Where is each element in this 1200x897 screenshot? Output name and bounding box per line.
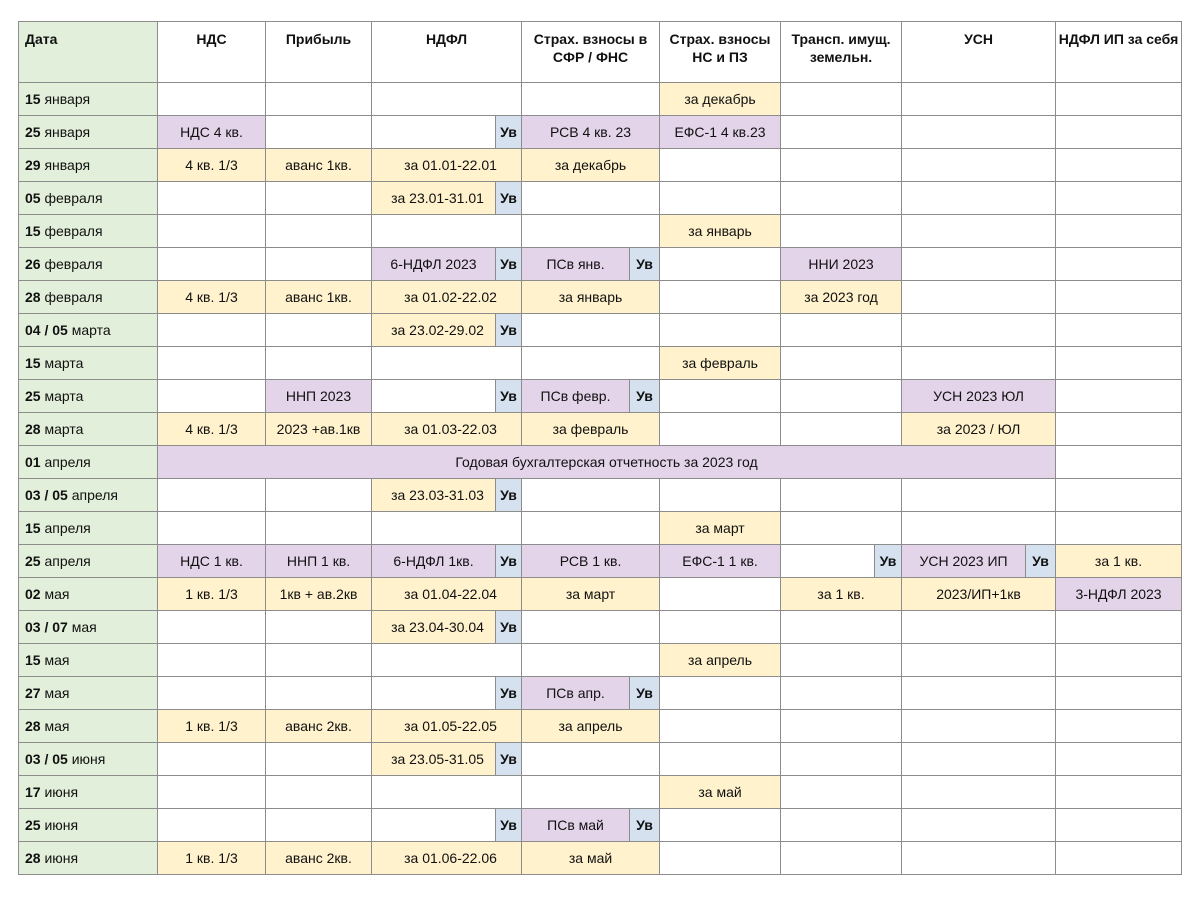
deadline-cell: за 01.05-22.05	[372, 710, 522, 743]
empty-cell	[1056, 281, 1182, 314]
deadline-cell: за 01.02-22.02	[372, 281, 522, 314]
empty-cell	[781, 347, 902, 380]
notice-badge: Ув	[496, 380, 522, 413]
date-cell: 25 июня	[19, 809, 158, 842]
empty-cell	[522, 314, 660, 347]
header-ns: Страх. взносы НС и ПЗ	[660, 22, 781, 83]
empty-cell	[522, 644, 660, 677]
deadline-cell: РСВ 1 кв.	[522, 545, 660, 578]
table-row	[19, 215, 1182, 248]
empty-cell	[902, 215, 1056, 248]
empty-cell	[1056, 248, 1182, 281]
deadline-cell: за декабрь	[522, 149, 660, 182]
empty-cell	[522, 743, 660, 776]
deadline-cell: за 23.04-30.04	[372, 611, 496, 644]
deadline-cell: РСВ 4 кв. 23	[522, 116, 660, 149]
empty-cell	[660, 677, 781, 710]
empty-cell	[1056, 116, 1182, 149]
empty-cell	[266, 314, 372, 347]
deadline-cell: 6-НДФЛ 1кв.	[372, 545, 496, 578]
notice-badge: Ув	[1026, 545, 1056, 578]
empty-cell	[158, 182, 266, 215]
empty-cell	[781, 710, 902, 743]
empty-cell	[902, 743, 1056, 776]
deadline-cell: за 1 кв.	[1056, 545, 1182, 578]
empty-cell	[1056, 809, 1182, 842]
empty-cell	[266, 347, 372, 380]
empty-cell	[781, 809, 902, 842]
empty-cell	[1056, 710, 1182, 743]
table-row	[19, 776, 1182, 809]
date-cell: 15 мая	[19, 644, 158, 677]
table-row	[19, 578, 1182, 611]
deadline-cell: 4 кв. 1/3	[158, 413, 266, 446]
notice-badge: Ув	[875, 545, 902, 578]
empty-cell	[1056, 677, 1182, 710]
empty-cell	[372, 809, 496, 842]
date-cell: 25 января	[19, 116, 158, 149]
empty-cell	[660, 314, 781, 347]
empty-cell	[372, 644, 522, 677]
empty-cell	[522, 776, 660, 809]
empty-cell	[1056, 182, 1182, 215]
empty-cell	[660, 182, 781, 215]
empty-cell	[522, 611, 660, 644]
empty-cell	[902, 182, 1056, 215]
table-row	[19, 281, 1182, 314]
empty-cell	[781, 83, 902, 116]
empty-cell	[1056, 149, 1182, 182]
empty-cell	[266, 743, 372, 776]
empty-cell	[158, 347, 266, 380]
deadline-cell: за 2023 / ЮЛ	[902, 413, 1056, 446]
date-cell: 03 / 05 апреля	[19, 479, 158, 512]
empty-cell	[660, 479, 781, 512]
table-row	[19, 677, 1182, 710]
empty-cell	[266, 116, 372, 149]
empty-cell	[902, 347, 1056, 380]
empty-cell	[781, 644, 902, 677]
empty-cell	[522, 512, 660, 545]
header-usn: УСН	[902, 22, 1056, 83]
empty-cell	[902, 611, 1056, 644]
empty-cell	[158, 215, 266, 248]
empty-cell	[158, 479, 266, 512]
date-cell: 02 мая	[19, 578, 158, 611]
empty-cell	[372, 83, 522, 116]
empty-cell	[158, 380, 266, 413]
deadline-cell: за 01.06-22.06	[372, 842, 522, 875]
table-row	[19, 512, 1182, 545]
empty-cell	[372, 215, 522, 248]
empty-cell	[1056, 215, 1182, 248]
table-row	[19, 446, 1182, 479]
notice-badge: Ув	[630, 677, 660, 710]
empty-cell	[660, 149, 781, 182]
empty-cell	[158, 314, 266, 347]
deadline-cell: 1 кв. 1/3	[158, 710, 266, 743]
empty-cell	[660, 710, 781, 743]
deadline-cell: ПСв янв.	[522, 248, 630, 281]
notice-badge: Ув	[496, 743, 522, 776]
empty-cell	[660, 281, 781, 314]
table-row	[19, 842, 1182, 875]
empty-cell	[902, 710, 1056, 743]
empty-cell	[781, 743, 902, 776]
tax-calendar-table	[18, 21, 1182, 875]
empty-cell	[522, 182, 660, 215]
deadline-cell: за 2023 год	[781, 281, 902, 314]
date-cell: 28 марта	[19, 413, 158, 446]
empty-cell	[266, 677, 372, 710]
empty-cell	[902, 809, 1056, 842]
empty-cell	[902, 776, 1056, 809]
deadline-cell: ПСв февр.	[522, 380, 630, 413]
empty-cell	[902, 644, 1056, 677]
deadline-cell: за 23.01-31.01	[372, 182, 496, 215]
table-row	[19, 710, 1182, 743]
empty-cell	[902, 314, 1056, 347]
empty-cell	[1056, 644, 1182, 677]
empty-cell	[781, 149, 902, 182]
header-nds: НДС	[158, 22, 266, 83]
notice-badge: Ув	[630, 380, 660, 413]
annual-report-cell: Годовая бухгалтерская отчетность за 2023 год	[158, 446, 1056, 479]
empty-cell	[266, 215, 372, 248]
date-cell: 17 июня	[19, 776, 158, 809]
empty-cell	[266, 776, 372, 809]
empty-cell	[781, 413, 902, 446]
date-cell: 03 / 07 мая	[19, 611, 158, 644]
empty-cell	[1056, 512, 1182, 545]
empty-cell	[1056, 347, 1182, 380]
date-cell: 04 / 05 марта	[19, 314, 158, 347]
empty-cell	[1056, 743, 1182, 776]
empty-cell	[522, 347, 660, 380]
empty-cell	[781, 611, 902, 644]
table-row	[19, 116, 1182, 149]
empty-cell	[902, 842, 1056, 875]
empty-cell	[266, 182, 372, 215]
date-cell: 27 мая	[19, 677, 158, 710]
deadline-cell: ННП 2023	[266, 380, 372, 413]
deadline-cell: 3-НДФЛ 2023	[1056, 578, 1182, 611]
deadline-cell: аванс 1кв.	[266, 281, 372, 314]
table-row	[19, 545, 1182, 578]
deadline-cell: за 01.04-22.04	[372, 578, 522, 611]
empty-cell	[158, 83, 266, 116]
deadline-cell: ЕФС-1 1 кв.	[660, 545, 781, 578]
empty-cell	[660, 380, 781, 413]
deadline-cell: НДС 4 кв.	[158, 116, 266, 149]
header-ndfl-ip: НДФЛ ИП за себя	[1056, 22, 1182, 83]
deadline-cell: за декабрь	[660, 83, 781, 116]
deadline-cell: 2023/ИП+1кв	[902, 578, 1056, 611]
deadline-cell: 1 кв. 1/3	[158, 578, 266, 611]
deadline-cell: за 23.03-31.03	[372, 479, 496, 512]
deadline-cell: ННИ 2023	[781, 248, 902, 281]
header-transp: Трансп. имущ. земельн.	[781, 22, 902, 83]
date-cell: 15 апреля	[19, 512, 158, 545]
deadline-cell: за февраль	[660, 347, 781, 380]
empty-cell	[781, 479, 902, 512]
deadline-cell: за апрель	[660, 644, 781, 677]
table-row	[19, 83, 1182, 116]
deadline-cell: аванс 1кв.	[266, 149, 372, 182]
empty-cell	[1056, 776, 1182, 809]
empty-cell	[158, 809, 266, 842]
empty-cell	[1056, 446, 1182, 479]
deadline-cell: за 01.01-22.01	[372, 149, 522, 182]
empty-cell	[781, 842, 902, 875]
deadline-cell: НДС 1 кв.	[158, 545, 266, 578]
empty-cell	[158, 512, 266, 545]
deadline-cell: 4 кв. 1/3	[158, 281, 266, 314]
deadline-cell: за 23.02-29.02	[372, 314, 496, 347]
table-row	[19, 149, 1182, 182]
notice-badge: Ув	[496, 611, 522, 644]
header-date: Дата	[19, 22, 158, 83]
empty-cell	[902, 677, 1056, 710]
notice-badge: Ув	[496, 545, 522, 578]
empty-cell	[781, 116, 902, 149]
header-profit: Прибыль	[266, 22, 372, 83]
notice-badge: Ув	[496, 182, 522, 215]
deadline-cell: ННП 1 кв.	[266, 545, 372, 578]
empty-cell	[158, 677, 266, 710]
date-cell: 15 февраля	[19, 215, 158, 248]
empty-cell	[522, 83, 660, 116]
empty-cell	[781, 314, 902, 347]
deadline-cell: 6-НДФЛ 2023	[372, 248, 496, 281]
empty-cell	[266, 248, 372, 281]
empty-cell	[660, 578, 781, 611]
deadline-cell: аванс 2кв.	[266, 842, 372, 875]
deadline-cell: 4 кв. 1/3	[158, 149, 266, 182]
empty-cell	[902, 83, 1056, 116]
deadline-cell: за март	[660, 512, 781, 545]
empty-cell	[660, 248, 781, 281]
date-cell: 25 марта	[19, 380, 158, 413]
empty-cell	[660, 743, 781, 776]
empty-cell	[266, 479, 372, 512]
empty-cell	[1056, 83, 1182, 116]
date-cell: 03 / 05 июня	[19, 743, 158, 776]
table-row	[19, 743, 1182, 776]
empty-cell	[781, 380, 902, 413]
date-cell: 29 января	[19, 149, 158, 182]
deadline-cell: за 01.03-22.03	[372, 413, 522, 446]
deadline-cell: за 1 кв.	[781, 578, 902, 611]
deadline-cell: за май	[522, 842, 660, 875]
notice-badge: Ув	[496, 809, 522, 842]
deadline-cell: ПСв апр.	[522, 677, 630, 710]
empty-cell	[372, 776, 522, 809]
empty-cell	[266, 83, 372, 116]
empty-cell	[266, 512, 372, 545]
empty-cell	[902, 248, 1056, 281]
notice-badge: Ув	[496, 479, 522, 512]
deadline-cell: за март	[522, 578, 660, 611]
empty-cell	[660, 809, 781, 842]
date-cell: 26 февраля	[19, 248, 158, 281]
notice-badge: Ув	[496, 116, 522, 149]
empty-cell	[372, 512, 522, 545]
empty-cell	[158, 776, 266, 809]
empty-cell	[902, 149, 1056, 182]
empty-cell	[266, 611, 372, 644]
date-cell: 28 мая	[19, 710, 158, 743]
deadline-cell: аванс 2кв.	[266, 710, 372, 743]
empty-cell	[902, 512, 1056, 545]
table-row	[19, 809, 1182, 842]
empty-cell	[902, 281, 1056, 314]
table-row	[19, 314, 1182, 347]
empty-cell	[1056, 842, 1182, 875]
table-row	[19, 380, 1182, 413]
empty-cell	[660, 611, 781, 644]
date-cell: 15 марта	[19, 347, 158, 380]
table-row	[19, 182, 1182, 215]
table-row	[19, 479, 1182, 512]
notice-badge: Ув	[496, 248, 522, 281]
empty-cell	[902, 479, 1056, 512]
empty-cell	[158, 611, 266, 644]
header-row	[19, 22, 1182, 83]
empty-cell	[781, 512, 902, 545]
deadline-cell: УСН 2023 ИП	[902, 545, 1026, 578]
empty-cell	[781, 545, 875, 578]
empty-cell	[1056, 479, 1182, 512]
date-cell: 01 апреля	[19, 446, 158, 479]
header-ndfl: НДФЛ	[372, 22, 522, 83]
empty-cell	[1056, 611, 1182, 644]
deadline-cell: УСН 2023 ЮЛ	[902, 380, 1056, 413]
empty-cell	[781, 776, 902, 809]
empty-cell	[372, 677, 496, 710]
empty-cell	[902, 116, 1056, 149]
date-cell: 25 апреля	[19, 545, 158, 578]
deadline-cell: 2023 +ав.1кв	[266, 413, 372, 446]
empty-cell	[372, 380, 496, 413]
empty-cell	[781, 677, 902, 710]
date-cell: 05 февраля	[19, 182, 158, 215]
table-row	[19, 644, 1182, 677]
notice-badge: Ув	[630, 809, 660, 842]
empty-cell	[1056, 314, 1182, 347]
empty-cell	[266, 644, 372, 677]
empty-cell	[158, 248, 266, 281]
date-cell: 28 февраля	[19, 281, 158, 314]
deadline-cell: за апрель	[522, 710, 660, 743]
table-row	[19, 611, 1182, 644]
deadline-cell: ПСв май	[522, 809, 630, 842]
deadline-cell: 1 кв. 1/3	[158, 842, 266, 875]
notice-badge: Ув	[496, 677, 522, 710]
deadline-cell: за май	[660, 776, 781, 809]
empty-cell	[522, 215, 660, 248]
date-cell: 15 января	[19, 83, 158, 116]
empty-cell	[266, 809, 372, 842]
empty-cell	[1056, 380, 1182, 413]
header-sfr: Страх. взносы в СФР / ФНС	[522, 22, 660, 83]
empty-cell	[372, 347, 522, 380]
empty-cell	[372, 116, 496, 149]
date-cell: 28 июня	[19, 842, 158, 875]
deadline-cell: 1кв + ав.2кв	[266, 578, 372, 611]
empty-cell	[522, 479, 660, 512]
deadline-cell: за январь	[660, 215, 781, 248]
notice-badge: Ув	[630, 248, 660, 281]
table-row	[19, 347, 1182, 380]
empty-cell	[1056, 413, 1182, 446]
empty-cell	[660, 413, 781, 446]
empty-cell	[781, 182, 902, 215]
deadline-cell: за февраль	[522, 413, 660, 446]
empty-cell	[660, 842, 781, 875]
empty-cell	[158, 743, 266, 776]
notice-badge: Ув	[496, 314, 522, 347]
deadline-cell: за январь	[522, 281, 660, 314]
table-row	[19, 413, 1182, 446]
deadline-cell: за 23.05-31.05	[372, 743, 496, 776]
empty-cell	[158, 644, 266, 677]
deadline-cell: ЕФС-1 4 кв.23	[660, 116, 781, 149]
empty-cell	[781, 215, 902, 248]
table-row	[19, 248, 1182, 281]
